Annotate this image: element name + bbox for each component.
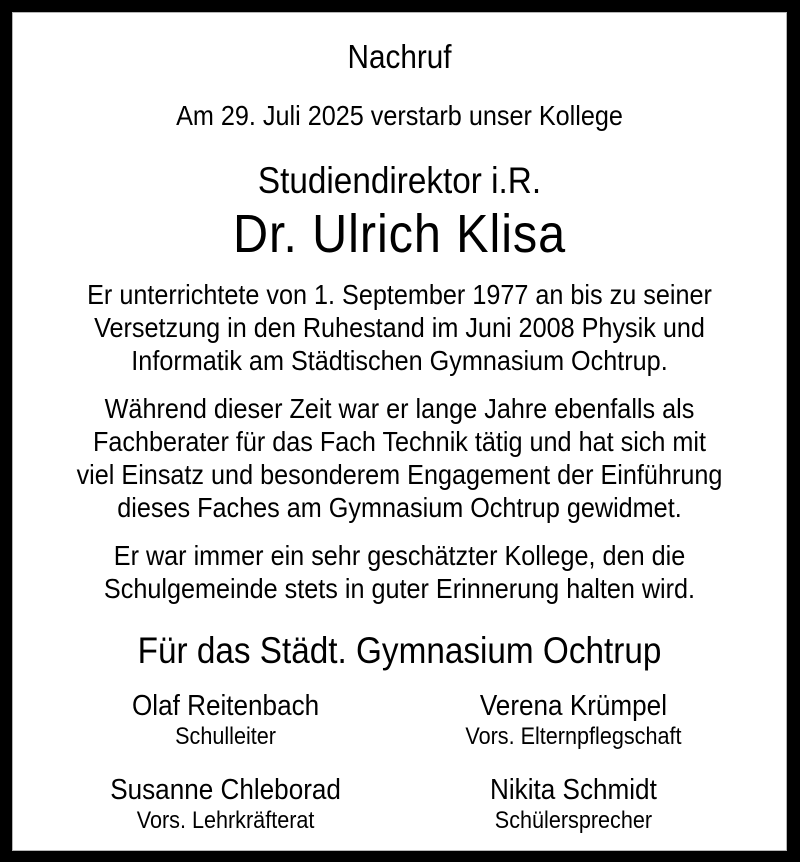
signatory-block bbox=[400, 773, 748, 835]
obituary-paragraph-1 bbox=[52, 278, 748, 377]
paragraph-line: Er unterrichtete von 1. September 1977 an bis zu seiner bbox=[87, 279, 712, 310]
obituary-content bbox=[52, 13, 748, 835]
signatories-grid bbox=[52, 689, 748, 835]
signatory-role: Schülersprecher bbox=[494, 807, 653, 834]
paragraph-line: Versetzung in den Ruhestand im Juni 2008 Physik und bbox=[94, 312, 705, 343]
paragraph-line: Er war immer ein sehr geschätzter Kollege, den die bbox=[113, 540, 686, 571]
paragraph-line: viel Einsatz und besonderem Engagement der Einführung bbox=[76, 459, 723, 490]
signatory-block bbox=[400, 689, 748, 751]
closing-line: Für das Städt. Gymnasium Ochtrup bbox=[137, 630, 662, 671]
paragraph-line: Während dieser Zeit war er lange Jahre ebenfalls als bbox=[104, 393, 695, 424]
obituary-paragraph-3 bbox=[52, 539, 748, 605]
deceased-name: Dr. Ulrich Klisa bbox=[232, 204, 567, 264]
signatory-name: Olaf Reitenbach bbox=[131, 690, 320, 722]
signatory-name: Verena Krümpel bbox=[479, 690, 668, 722]
signatory-name: Susanne Chleborad bbox=[110, 774, 341, 806]
obituary-paragraph-2 bbox=[52, 392, 748, 524]
signatory-role: Schulleiter bbox=[175, 723, 277, 750]
paragraph-line: Informatik am Städtischen Gymnasium Ochtrup. bbox=[131, 345, 668, 376]
signatory-role: Vors. Lehrkräfterat bbox=[136, 807, 315, 834]
signatory-name: Nikita Schmidt bbox=[490, 774, 657, 806]
paragraph-line: Fachberater für das Fach Technik tätig und hat sich mit bbox=[92, 426, 707, 457]
paragraph-line: Schulgemeinde stets in guter Erinnerung halten wird. bbox=[103, 573, 696, 604]
signatory-block bbox=[52, 689, 400, 751]
obituary-sheet bbox=[12, 12, 787, 851]
signatory-role: Vors. Elternpflegschaft bbox=[465, 723, 682, 750]
notice-title: Nachruf bbox=[347, 38, 452, 75]
death-announcement-line: Am 29. Juli 2025 verstarb unser Kollege bbox=[176, 100, 623, 131]
signatory-block bbox=[52, 773, 400, 835]
honorific-title: Studiendirektor i.R. bbox=[257, 160, 542, 201]
paragraph-line: dieses Faches am Gymnasium Ochtrup gewidmet. bbox=[117, 492, 682, 523]
